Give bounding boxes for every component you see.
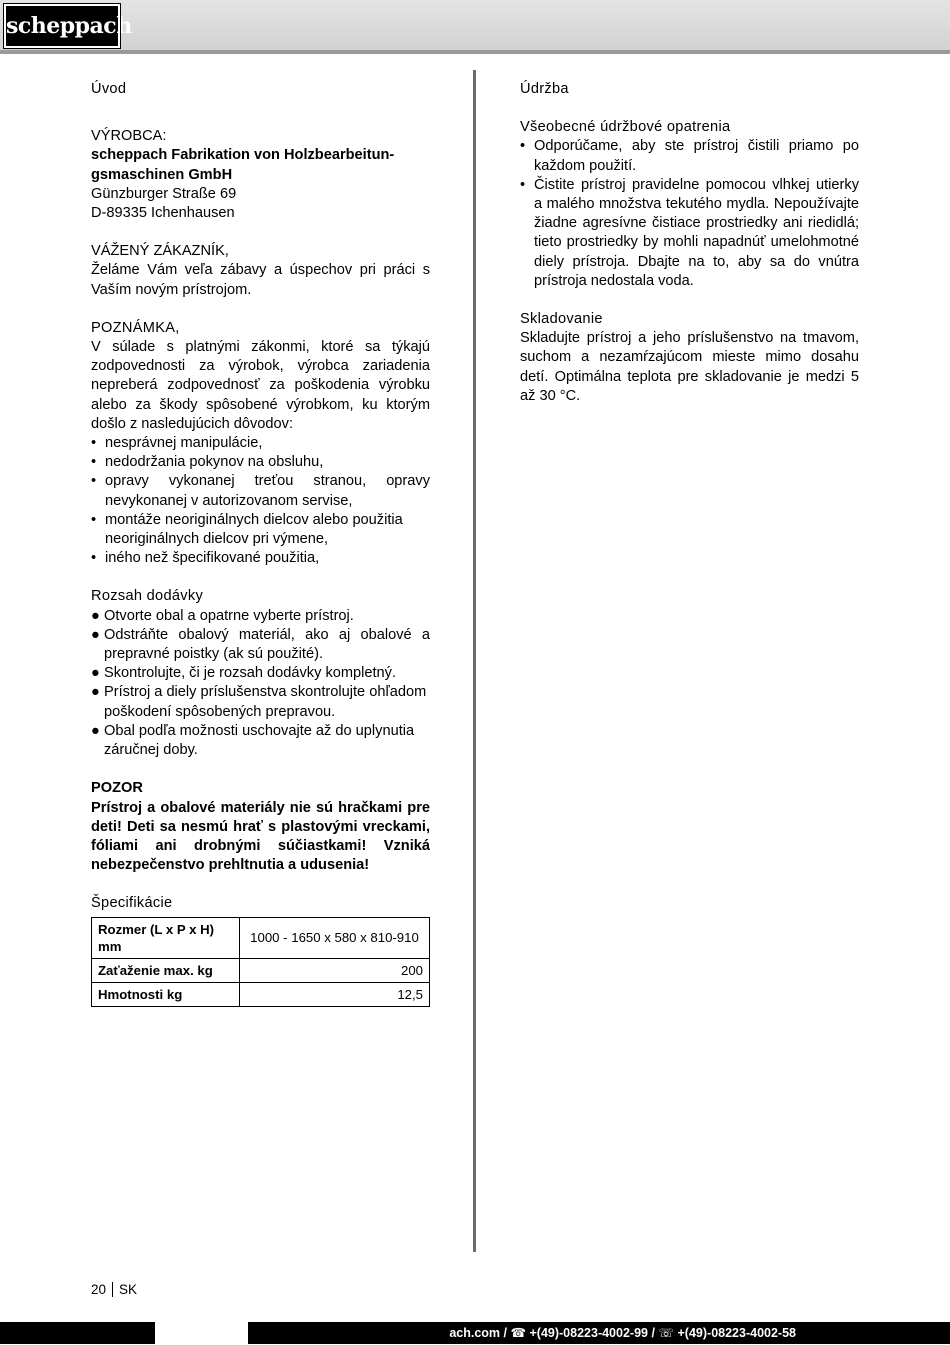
list-item: • opravy vykonanej treťou stranou, opravy nevykonanej v autorizovanom servise, [91,473,430,509]
storage-heading: Skladovanie [520,311,603,328]
header-bar [0,0,950,54]
list-item: • nesprávnej manipulácie, [91,434,430,453]
bullet-icon: ● [91,607,100,624]
intro-heading: Úvod [91,81,127,97]
manufacturer-city: D-89335 Ichenhausen [91,205,235,222]
caution-text: Prístroj a obalové materiály nie sú hračkami pre deti! Deti sa nesmú hrať s plastovými vreckami, fóliami ani drobnými súčiastkami! Vzniká nebezpečenstvo prehltnutia a udusenia! [91,799,430,874]
spec-label: Rozmer (L x P x H) mm [92,917,240,958]
table-row [92,917,430,958]
storage-text: Skladujte prístroj a jeho príslušenstvo na tmavom, suchom a nezamŕzajúcom mieste mimo dosahu detí. Optimálna teplota pre skladovanie je medzi 5 až 30 °C. [520,330,859,404]
list-item: • iného než špecifikované použitia, [91,549,430,568]
general-maintenance-list [520,137,859,291]
bullet-icon: • [91,454,97,471]
spec-label: Hmotnosti kg [92,982,240,1006]
spec-heading: Špecifikácie [91,895,173,912]
list-item: • nedodržania pokynov na obsluhu, [91,453,430,472]
caution-label: POZOR [91,780,143,797]
bullet-icon: ● [91,626,100,643]
bullet-icon: • [91,511,97,528]
bullet-icon: ● [91,722,100,739]
note-list [91,434,430,568]
right-column [520,80,859,406]
maintenance-heading: Údržba [520,81,569,97]
list-item: ● Prístroj a diely príslušenstva skontrolujte ohľadom poškodení spôsobených prepravou. [91,684,427,720]
customer-text: Želáme Vám veľa zábavy a úspechov pri práci s Vaším novým prístrojom. [91,262,430,298]
bullet-icon: • [520,176,526,193]
column-divider [473,70,476,1252]
page-number [91,1281,137,1299]
footer-bar [0,1322,950,1344]
list-item: ● Otvorte obal a opatrne vyberte prístroj. [91,607,430,626]
manufacturer-label: VÝROBCA: [91,128,167,145]
page-separator [112,1282,113,1297]
language-code: SK [119,1282,138,1297]
list-item: ● Obal podľa možnosti uschovajte až do uplynutia záručnej doby. [91,722,415,759]
spec-value: 12,5 [240,982,430,1006]
page-number-value: 20 [91,1282,107,1297]
brand-logo: scheppach [4,4,120,48]
table-row [92,982,430,1006]
general-maintenance-heading: Všeobecné údržbové opatrenia [520,119,731,136]
bullet-icon: • [91,435,97,452]
list-item: ● Odstráňte obalový materiál, ako aj obalové a prepravné poistky (ak sú použité). [91,626,430,663]
footer-contact: ach.com / ☎ +(49)-08223-4002-99 / ☏ +(49)-08223-4002-58 [449,1326,796,1340]
bullet-icon: • [520,138,526,155]
spec-value: 200 [240,958,430,982]
list-item: • montáže neoriginálnych dielcov alebo použitia neoriginálnych dielcov pri výmene, [91,511,403,548]
note-text: V súlade s platnými zákonmi, ktoré sa týkajú zodpovednosti za výrobok, výrobca zariadenia nepreberá zodpovednosť za poškodenia výrobku alebo za škody spôsobené výrobkom, ku ktorým došlo z nasledujúcich dôvodov: [91,339,430,432]
bullet-icon: ● [91,665,100,682]
bullet-icon: • [91,550,97,567]
footer-gap [155,1322,248,1344]
table-row [92,958,430,982]
manufacturer-name-line2: gsmaschinen GmbH [91,166,233,183]
spec-label: Zaťaženie max. kg [92,958,240,982]
delivery-list [91,607,430,761]
delivery-heading: Rozsah dodávky [91,588,204,605]
list-item: ● Skontrolujte, či je rozsah dodávky kompletný. [91,664,430,683]
manufacturer-name-line1: scheppach Fabrikation von Holzbearbeitun- [91,147,395,164]
left-column [91,80,430,1007]
manufacturer-street: Günzburger Straße 69 [91,185,237,202]
bullet-icon: • [91,473,97,490]
note-label: POZNÁMKA, [91,319,180,336]
spec-value: 1000 - 1650 x 580 x 810-910 [240,917,430,958]
bullet-icon: ● [91,684,100,701]
list-item: • Čistite prístroj pravidelne pomocou vlhkej utierky a malého množstva tekutého mydla. Nepoužívajte žiadne agresívne čistiace prostriedky ani riedidlá; tieto prostriedky by mohli napadnúť umelohmotné diely prístroja. Dbajte na to, aby sa do vnútra prístroja nedostala voda. [520,176,859,289]
list-item: • Odporúčame, aby ste prístroj čistili priamo po každom použití. [520,138,859,174]
spec-table [91,917,430,1007]
customer-label: VÁŽENÝ ZÁKAZNÍK, [91,243,229,260]
